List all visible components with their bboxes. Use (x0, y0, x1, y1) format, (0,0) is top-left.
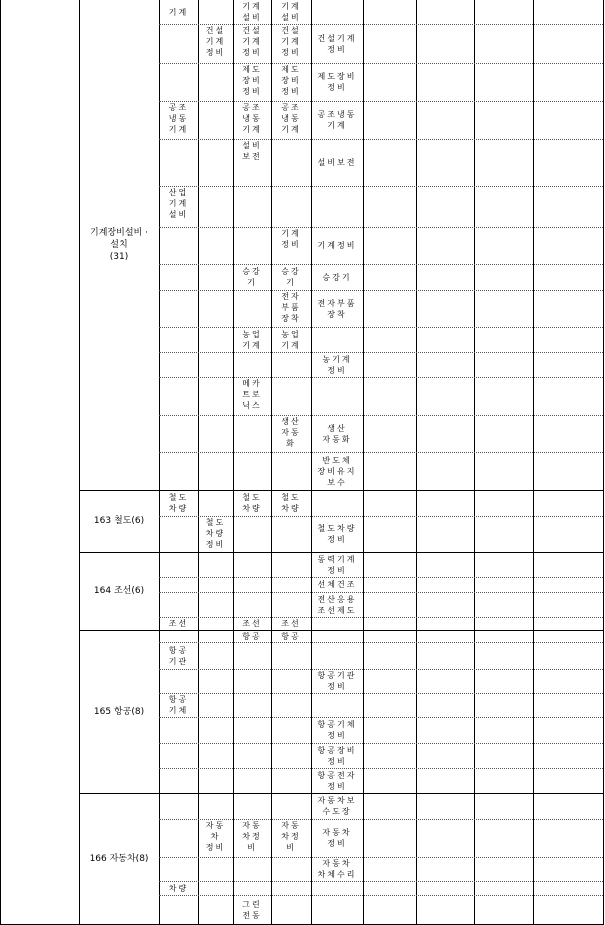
table-cell: 공조 냉동 기계 (281, 103, 301, 134)
row-separator-line (159, 63, 603, 64)
row-separator-line (159, 693, 603, 694)
column-border (79, 0, 80, 925)
table-cell: 항공전자 정비 (317, 770, 357, 791)
row-separator-line (159, 24, 603, 25)
table-cell: 승강기 (322, 272, 352, 282)
table-cell: 차량 (168, 883, 189, 893)
table-cell: 생산 자동화 (322, 423, 352, 444)
row-separator-line (159, 352, 603, 353)
table-cell: 항공 기체 (168, 695, 189, 715)
row-separator-line (159, 327, 603, 328)
table-cell: 농업 기계 (242, 329, 262, 350)
table-cell: 자동차보 수도장 (317, 796, 357, 816)
table-cell: 기계정비 (317, 241, 357, 250)
row-separator-line (159, 768, 603, 769)
table-cell: 공조냉동 기계 (317, 110, 357, 130)
table-cell: 건설 기계 정비 (242, 26, 262, 57)
group-separator-line (79, 490, 603, 491)
row-separator-line (159, 516, 603, 517)
table-cell: 항공 기관 (168, 645, 189, 666)
table-cell: 건설기계 정비 (317, 33, 357, 54)
table-cell: 선체건조 (317, 580, 357, 589)
table-cell: 산업 기계 설비 (168, 188, 189, 219)
table-cell: 건설 기계 정비 (281, 26, 301, 57)
table-cell: 자동 차정 비 (242, 821, 262, 852)
row-separator-line (159, 617, 603, 618)
group-separator-line (79, 793, 603, 794)
table-cell: 항공 (281, 631, 301, 641)
table-cell: 동력기계 정비 (317, 554, 357, 575)
group-label-cell: 166 자동차(8) (89, 854, 149, 864)
table-cell: 농업 기계 (281, 329, 301, 350)
table-cell: 설비 보전 (242, 141, 262, 161)
table-cell: 자동 차정 비 (281, 821, 301, 852)
table-cell: 건설 기계 정비 (205, 26, 226, 57)
table-cell: 기계 정비 (281, 229, 301, 249)
table-cell: 공조 냉동 기계 (242, 103, 262, 134)
table-cell: 철도 차량 (242, 493, 262, 513)
table-cell: 전산응용 조선제도 (317, 594, 357, 615)
row-separator-line (159, 415, 603, 416)
table-cell: 그린 전동 (242, 900, 262, 920)
table-cell: 항공기관 정비 (317, 671, 357, 691)
group-label-cell: 기계장비설비 · 설치 (31) (90, 228, 148, 262)
table-cell: 승강 기 (281, 267, 301, 287)
row-separator-line (159, 101, 603, 102)
table-cell: 철도차량 정비 (317, 524, 357, 544)
group-label-cell: 165 항공(8) (93, 706, 145, 717)
table-cell: 기계 설비 (242, 2, 262, 22)
table-cell: 제도 장비 정비 (281, 65, 301, 96)
group-label-cell: 163 철도(6) (93, 516, 145, 526)
row-separator-line (159, 186, 603, 187)
table-cell: 항공 (242, 631, 262, 641)
row-separator-line (159, 819, 603, 820)
table-cell: 제도장비 정비 (317, 72, 357, 92)
table-cell: 철도 차량 (281, 493, 301, 513)
table-cell: 조선 (281, 619, 301, 628)
table-cell: 철도 차량 (168, 493, 189, 513)
table-cell: 자동 차 정비 (205, 821, 226, 852)
row-separator-line (159, 895, 603, 896)
column-border (603, 0, 604, 925)
row-separator-line (159, 577, 603, 578)
row-separator-line (159, 377, 603, 378)
table-cell: 전자 부품 장착 (281, 292, 301, 323)
row-separator-line (159, 264, 603, 265)
table-cell: 자동차 차체수리 (317, 859, 357, 879)
table-cell: 조선 (242, 619, 262, 628)
table-cell: 전자부품 장착 (317, 298, 357, 319)
table-cell: 항공장비 정비 (317, 745, 357, 766)
row-separator-line (159, 642, 603, 643)
row-separator-line (159, 669, 603, 670)
row-separator-line (159, 881, 603, 882)
row-separator-line (159, 452, 603, 453)
table-cell: 메카 트로 닉스 (242, 379, 262, 410)
table-cell: 농기계 정비 (322, 354, 352, 375)
group-separator-line (79, 630, 603, 631)
table-cell: 기계 (168, 7, 189, 17)
table-cell: 항공기체 정비 (317, 720, 357, 740)
row-separator-line (159, 290, 603, 291)
table-cell: 승강 기 (242, 267, 262, 287)
group-separator-line (79, 552, 603, 553)
table-cell: 조선 (168, 619, 189, 628)
column-border (0, 0, 1, 925)
group-label-cell: 164 조선(6) (93, 586, 145, 596)
table-cell: 자동차 정비 (322, 828, 352, 848)
table-cell: 공조 냉동 기계 (168, 103, 189, 134)
table-cell: 설비보전 (317, 158, 357, 167)
row-separator-line (159, 139, 603, 140)
row-separator-line (159, 227, 603, 228)
row-separator-line (159, 857, 603, 858)
table-cell: 생산 자동 화 (281, 417, 301, 448)
row-separator-line (159, 717, 603, 718)
row-separator-line (159, 592, 603, 593)
table-cell: 반도체 장비유지 보수 (317, 455, 357, 487)
table-cell: 제도 장비 정비 (242, 65, 262, 96)
table-cell: 철도 차량 정비 (205, 518, 226, 549)
table-cell: 기계 설비 (281, 2, 301, 22)
row-separator-line (159, 743, 603, 744)
